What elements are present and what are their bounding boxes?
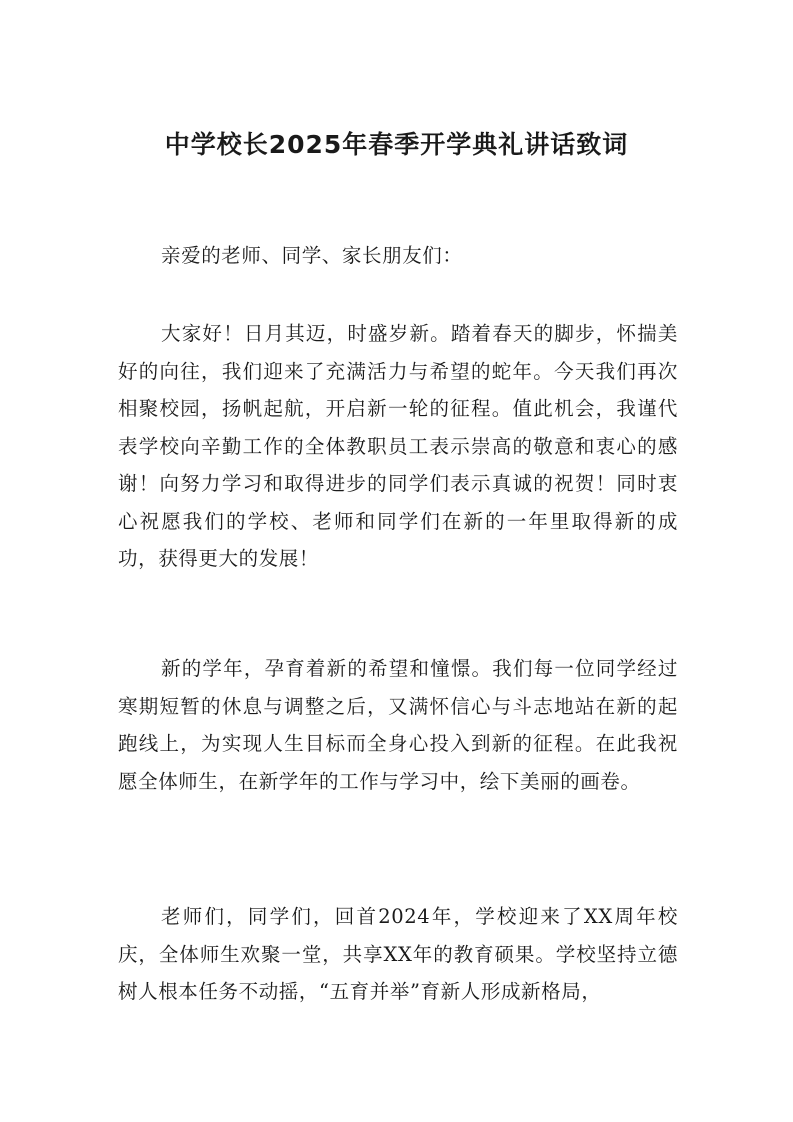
- paragraph-new-year: 新的学年，孕育着新的希望和憧憬。我们每一位同学经过寒期短暂的休息与调整之后，又满怀信心与斗志地站在新的起跑线上，为实现人生目标而全身心投入到新的征程。在此我祝愿全体师生，在新学年的工作与学习中，绘下美丽的画卷。: [118, 657, 678, 793]
- paragraph-greeting: 大家好！日月其迈，时盛岁新。踏着春天的脚步，怀揣美好的向往，我们迎来了充满活力与希望的蛇年。今天我们再次相聚校园，扬帆起航，开启新一轮的征程。值此机会，我谨代表学校向辛勤工作的全体教职员工表示崇高的敬意和衷心的感谢！向努力学习和取得进步的同学们表示真诚的祝贺！同时衷心祝愿我们的学校、老师和同学们在新的一年里取得新的成功，获得更大的发展！: [118, 322, 678, 570]
- document-title: 中学校长2025年春季开学典礼讲话致词: [164, 130, 629, 159]
- paragraph-review: 老师们，同学们，回首2024年，学校迎来了XX周年校庆，全体师生欢聚一堂，共享XX年的教育硕果。学校坚持立德树人根本任务不动摇，“五育并举”育新人形成新格局，: [118, 905, 678, 1003]
- salutation: 亲爱的老师、同学、家长朋友们：: [161, 244, 463, 267]
